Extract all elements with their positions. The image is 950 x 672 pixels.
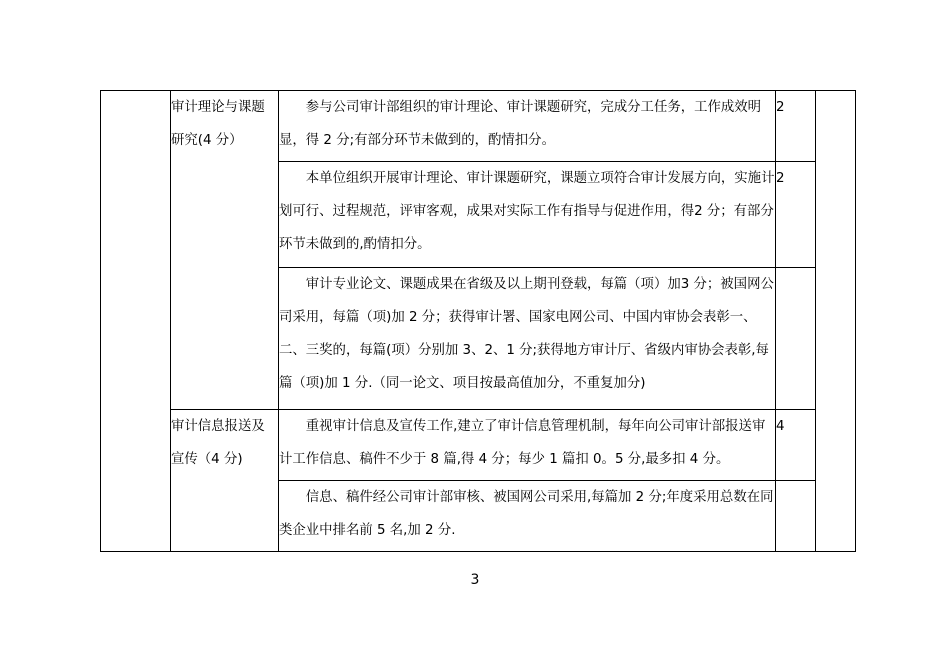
table-row [101, 91, 856, 162]
blank-section-cell [101, 91, 171, 552]
criteria-cell: 重视审计信息及宣传工作,建立了审计信息管理机制，每年向公司审计部报送审计工作信息、稿件不少于 8 篇,得 4 分；每少 1 篇扣 0。5 分,最多扣 4 分。 [279, 410, 776, 481]
score-cell: 4 [776, 410, 816, 481]
scoring-table [100, 90, 856, 552]
category-cell: 审计理论与课题研究(4 分） [171, 91, 279, 410]
category-cell: 审计信息报送及宣传（4 分) [171, 410, 279, 552]
table-row [101, 410, 856, 481]
criteria-cell: 本单位组织开展审计理论、审计课题研究，课题立项符合审计发展方向，实施计划可行、过程规范，评审客观，成果对实际工作有指导与促进作用，得2 分；有部分环节未做到的,酌情扣分。 [279, 162, 776, 268]
score-cell: 2 [776, 91, 816, 162]
score-cell [776, 481, 816, 552]
page-number: 3 [470, 572, 480, 588]
criteria-cell: 信息、稿件经公司审计部审核、被国网公司采用,每篇加 2 分;年度采用总数在同类企业中排名前 5 名,加 2 分. [279, 481, 776, 552]
score-cell: 2 [776, 162, 816, 268]
score-cell [776, 268, 816, 410]
criteria-cell: 参与公司审计部组织的审计理论、审计课题研究，完成分工任务，工作成效明显，得 2 分;有部分环节未做到的，酌情扣分。 [279, 91, 776, 162]
blank-result-cell [816, 91, 856, 552]
criteria-cell: 审计专业论文、课题成果在省级及以上期刊登载，每篇（项）加3 分；被国网公司采用，每篇（项)加 2 分；获得审计署、国家电网公司、中国内审协会表彰一、二、三奖的，每篇(项）分别加 3、2、1 分;获得地方审计厅、省级内审协会表彰,每篇（项)加 1 分.（同一论文、项目按最高值加分，不重复加分) [279, 268, 776, 410]
